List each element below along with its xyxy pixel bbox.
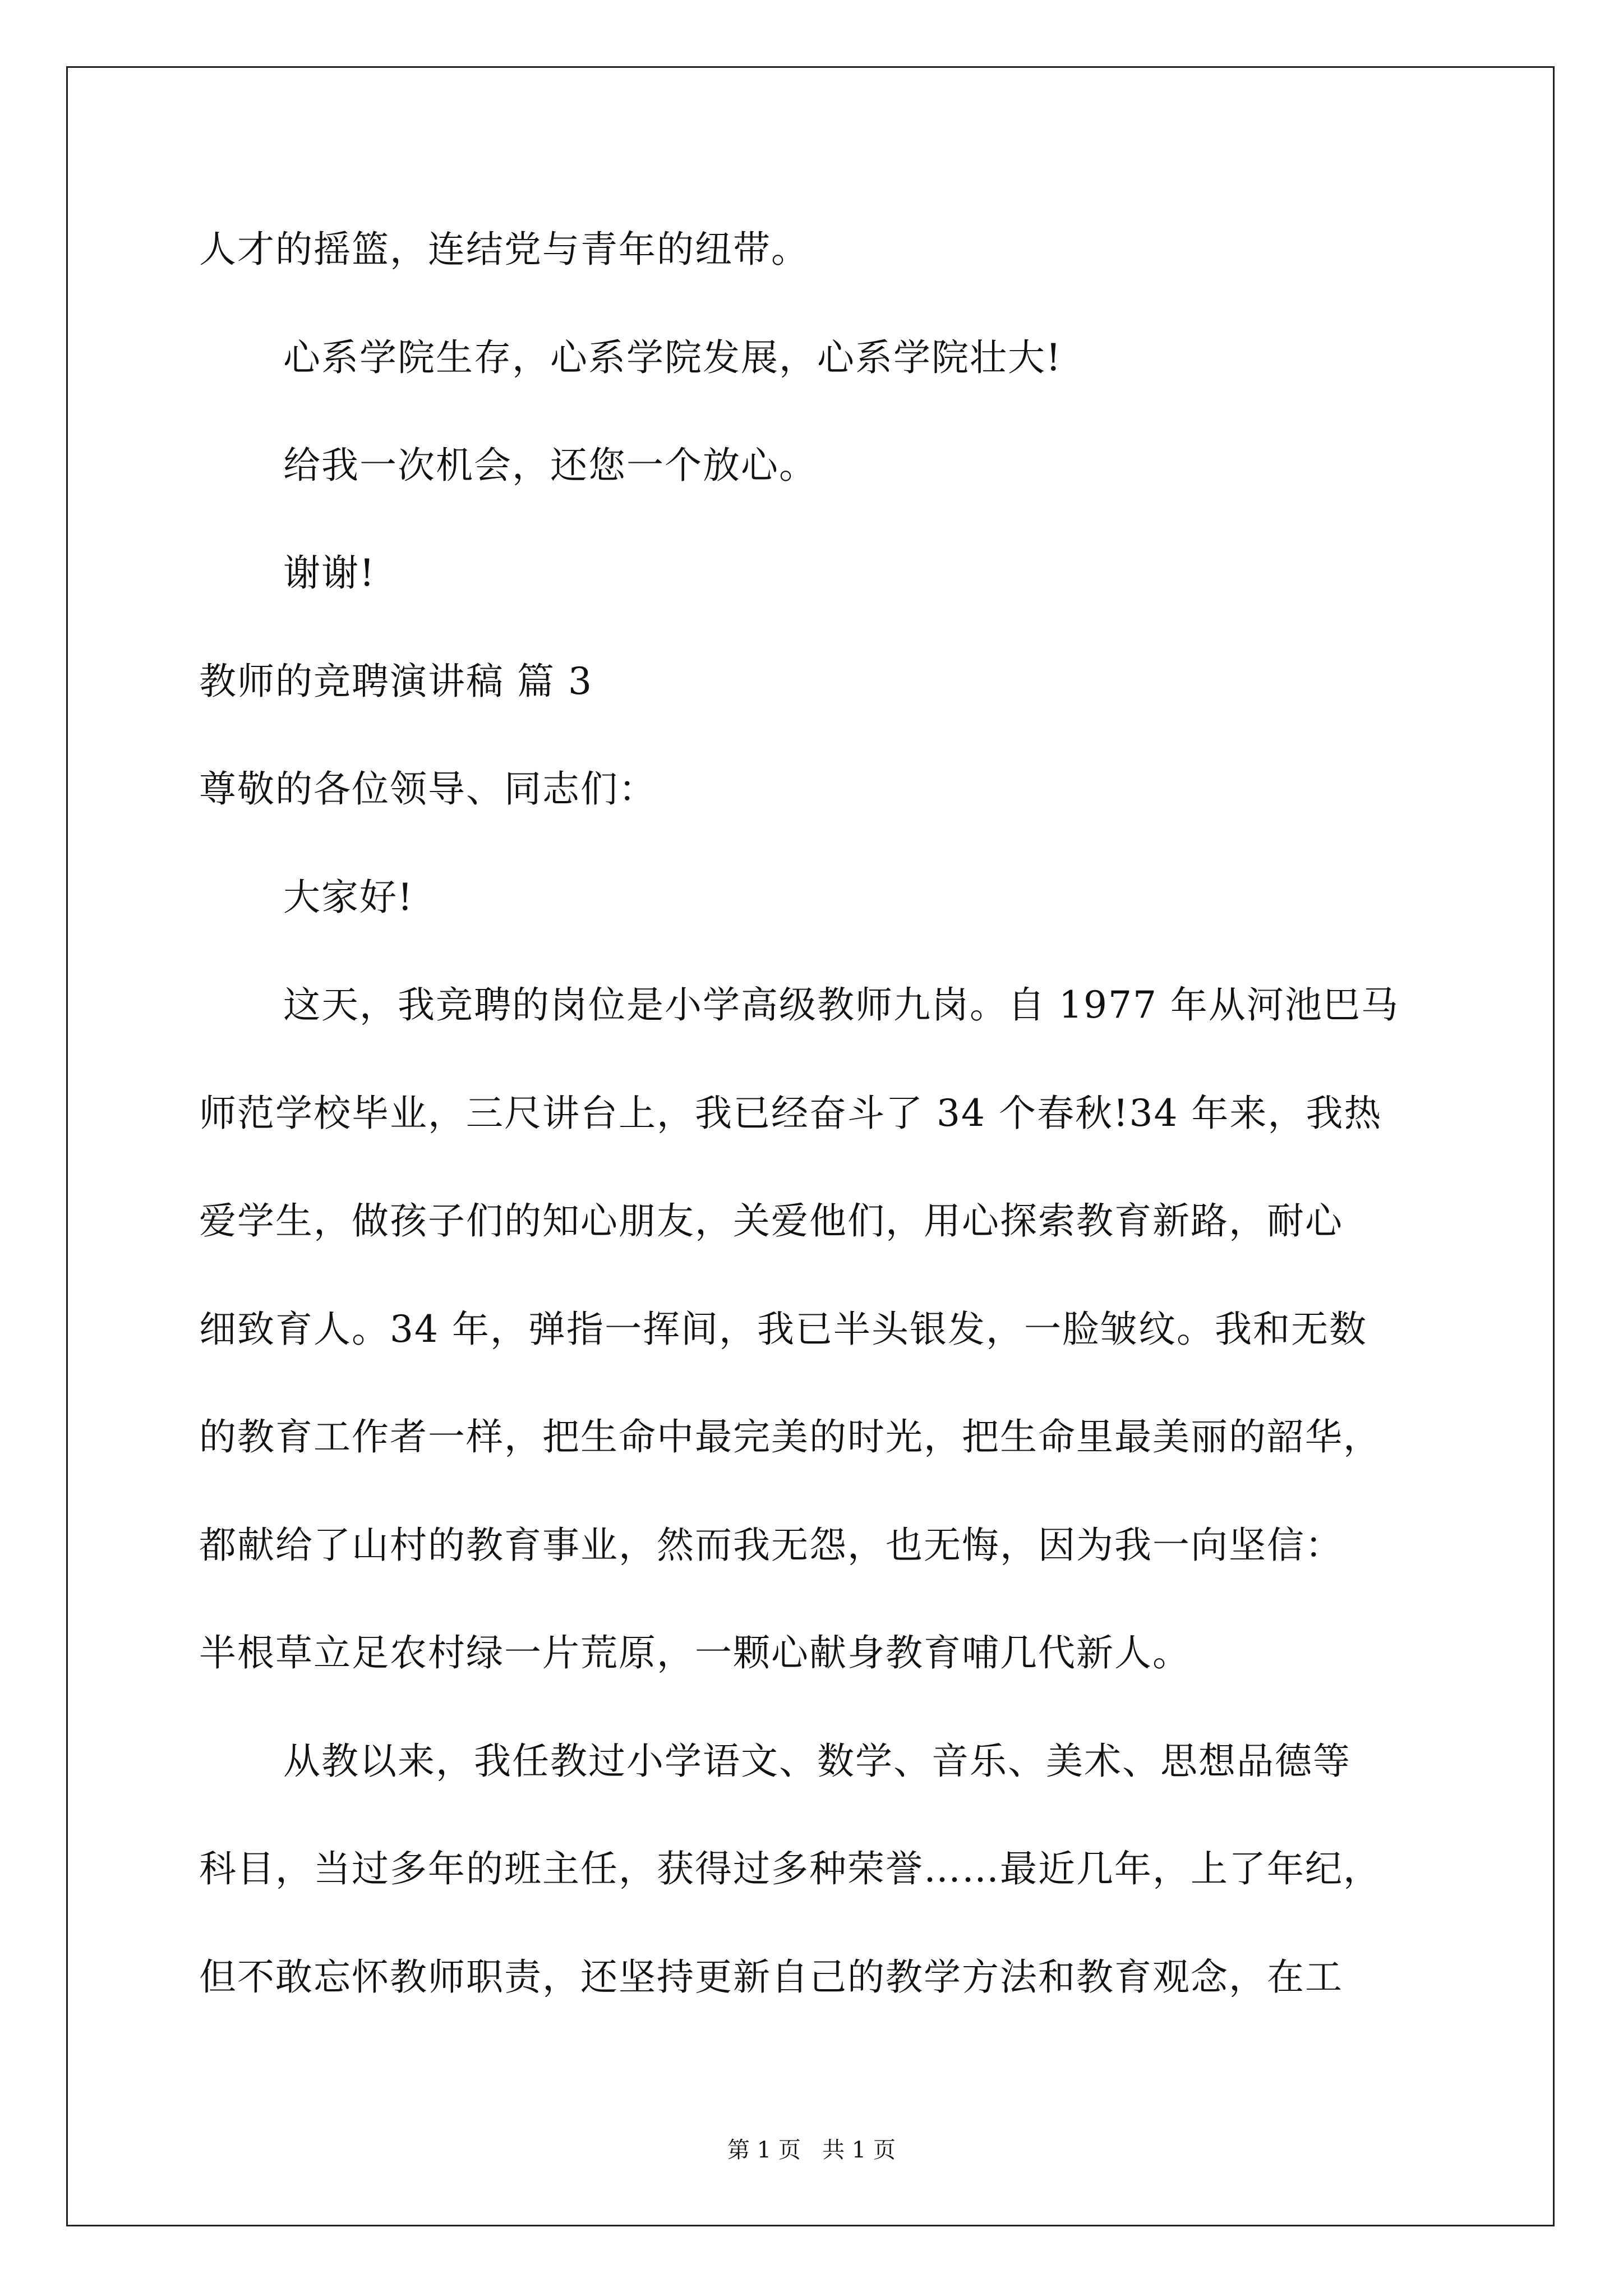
section-heading: 教师的竞聘演讲稿 篇 3 <box>199 660 593 703</box>
paragraph-line-8: 这天，我竞聘的岗位是小学高级教师九岗。自 1977 年从河池巴马 <box>283 983 1399 1027</box>
page-border <box>66 66 1555 2226</box>
paragraph-line-9: 师范学校毕业，三尺讲台上，我已经奋斗了 34 个春秋!34 年来，我热 <box>199 1092 1382 1135</box>
paragraph-line-12: 的教育工作者一样，把生命中最完美的时光，把生命里最美丽的韶华， <box>199 1415 1381 1458</box>
paragraph-line-17: 但不敢忘怀教师职责，还坚持更新自己的教学方法和教育观念，在工 <box>199 1955 1343 1999</box>
paragraph-line-1: 人才的摇篮，连结党与青年的纽带。 <box>199 228 809 271</box>
paragraph-line-13: 都献给了山村的教育事业，然而我无怨，也无悔，因为我一向坚信： <box>199 1524 1343 1567</box>
paragraph-line-3: 给我一次机会，还您一个放心。 <box>283 444 817 487</box>
page-number-footer: 第 1 页 共 1 页 <box>727 2137 896 2163</box>
paragraph-line-16: 科目，当过多年的班主任，获得过多种荣誉……最近几年，上了年纪， <box>199 1847 1381 1890</box>
salutation: 尊敬的各位领导、同志们： <box>199 767 657 811</box>
paragraph-line-14: 半根草立足农村绿一片荒原，一颗心献身教育哺几代新人。 <box>199 1631 1191 1674</box>
paragraph-line-11: 细致育人。34 年，弹指一挥间，我已半头银发，一脸皱纹。我和无数 <box>199 1308 1367 1351</box>
paragraph-line-4: 谢谢! <box>283 551 376 595</box>
paragraph-line-15: 从教以来，我任教过小学语文、数学、音乐、美术、思想品德等 <box>283 1740 1351 1783</box>
greeting: 大家好! <box>283 876 414 919</box>
paragraph-line-10: 爱学生，做孩子们的知心朋友，关爱他们，用心探索教育新路，耐心 <box>199 1199 1343 1243</box>
paragraph-line-2: 心系学院生存，心系学院发展，心系学院壮大! <box>283 336 1062 379</box>
